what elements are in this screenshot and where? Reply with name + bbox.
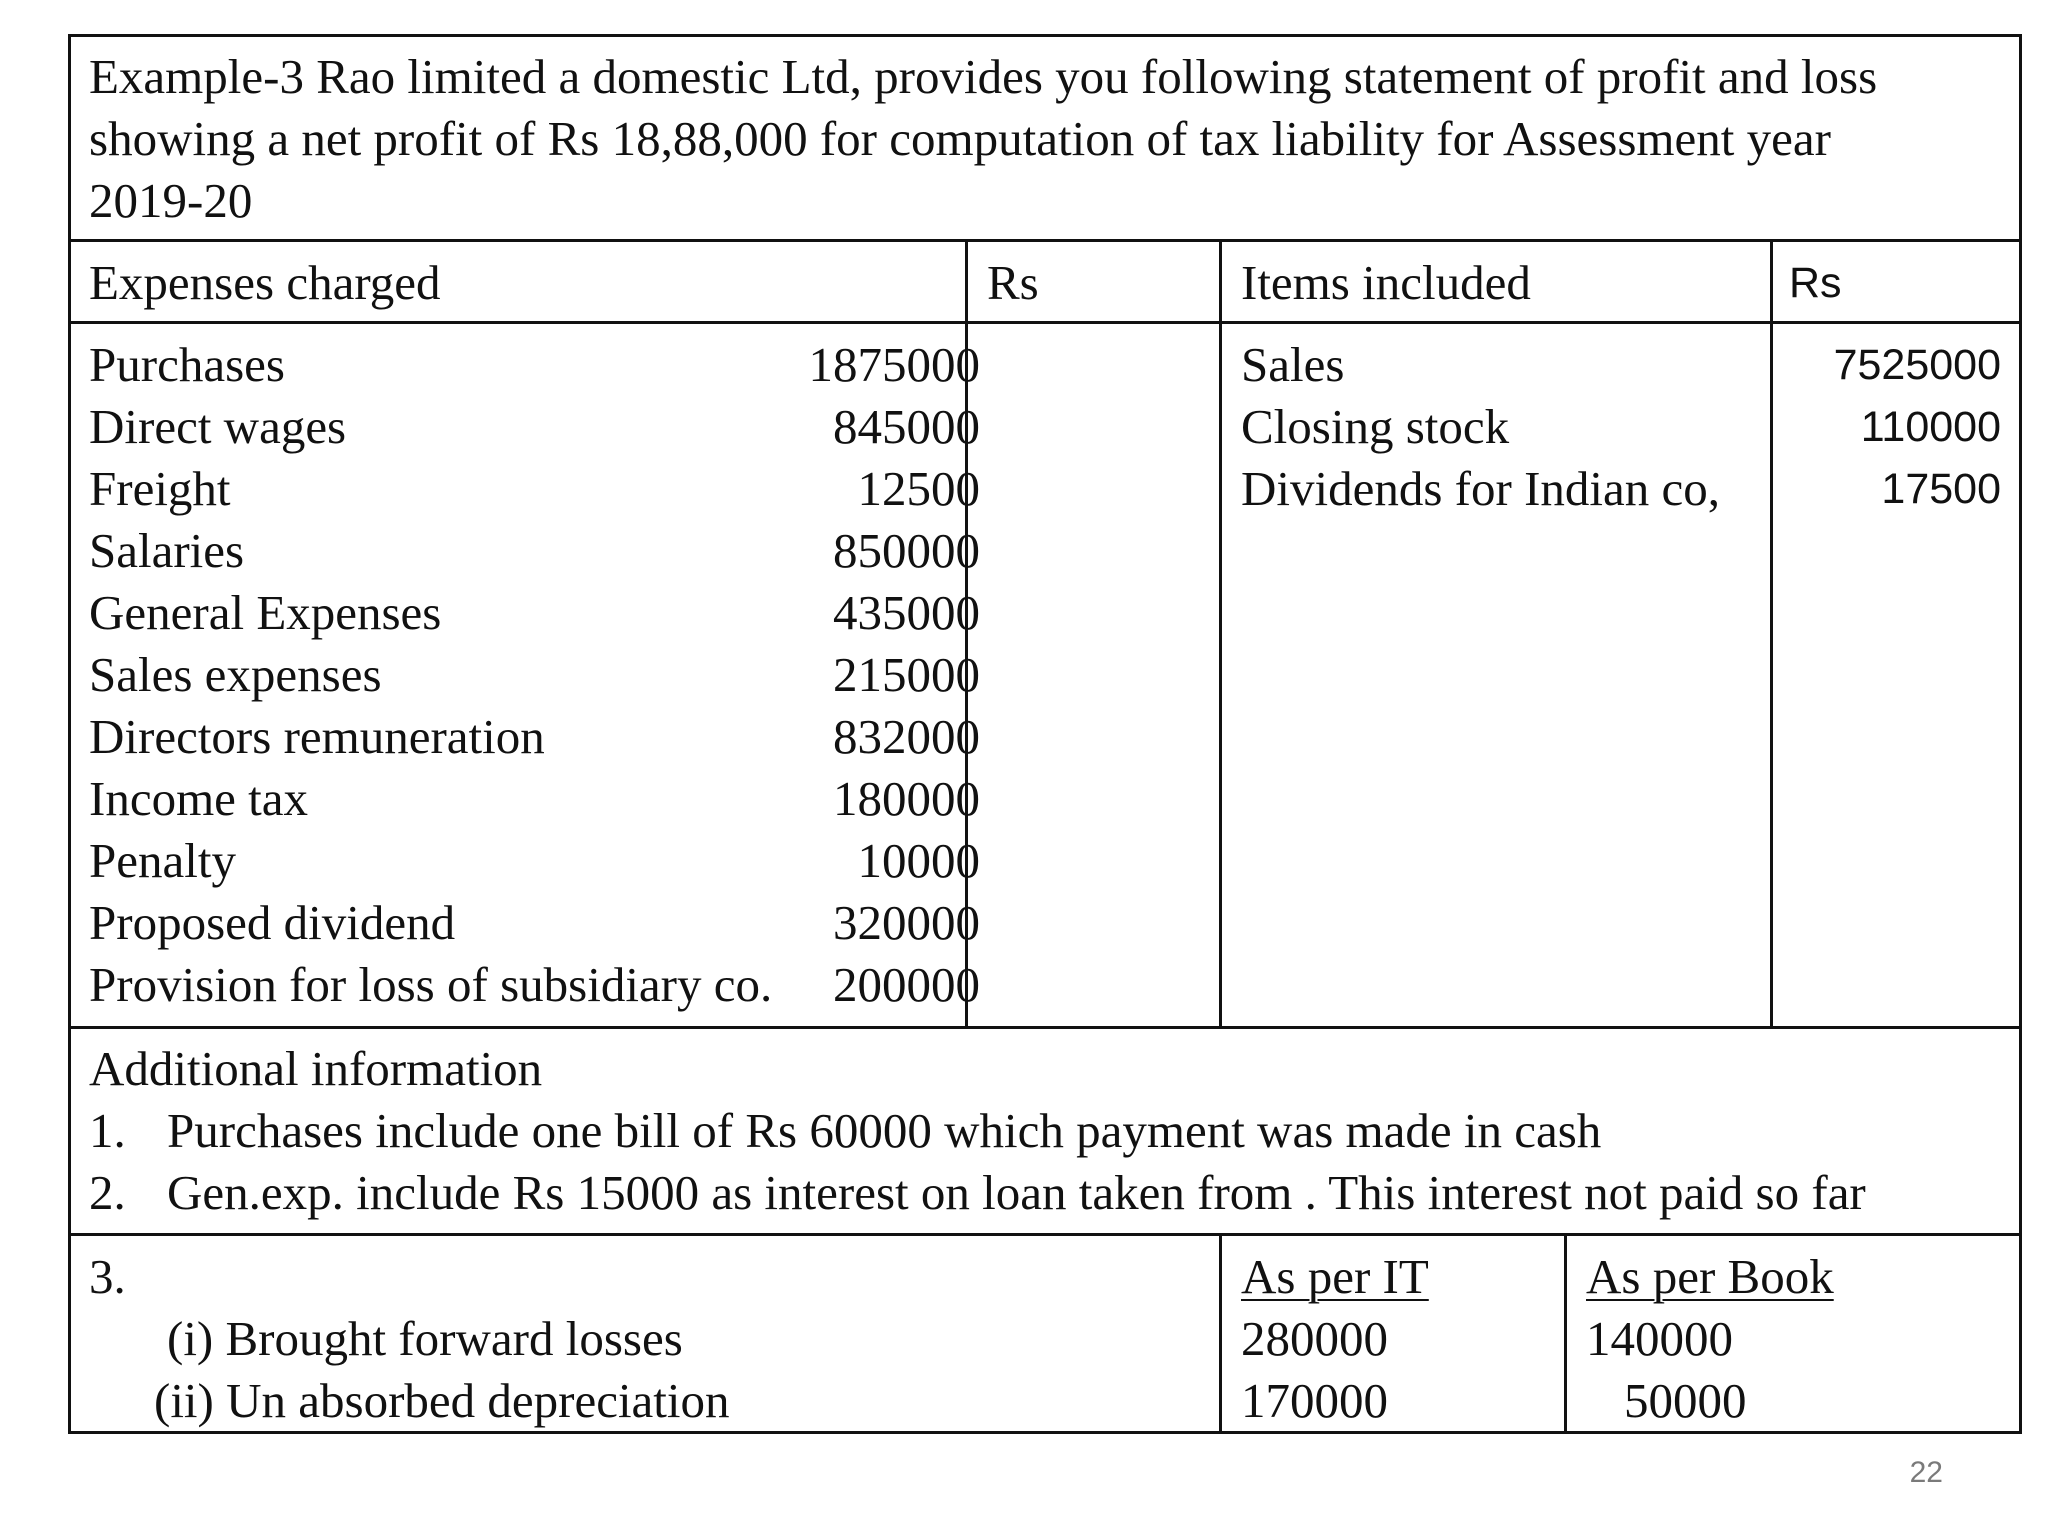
item-label: Sales bbox=[1241, 337, 1345, 392]
item-label: Dividends for Indian co, bbox=[1241, 461, 1720, 516]
rule-below-additional bbox=[68, 1233, 2022, 1236]
divider-items-amount bbox=[1770, 239, 1773, 1029]
additional-heading: Additional information bbox=[89, 1041, 543, 1096]
expense-amount: 1875000 bbox=[808, 337, 980, 392]
item-amount: 7525000 bbox=[1833, 341, 2001, 389]
header-as-per-book: As per Book bbox=[1586, 1249, 1834, 1304]
header-items-rs: Rs bbox=[1789, 259, 1842, 307]
expense-amount: 180000 bbox=[833, 771, 980, 826]
header-items-included: Items included bbox=[1241, 255, 1531, 310]
losses-book-value: 140000 bbox=[1586, 1311, 1733, 1366]
losses-number: 3. bbox=[89, 1249, 126, 1304]
divider-it-book bbox=[1564, 1233, 1567, 1434]
expense-label: General Expenses bbox=[89, 585, 442, 640]
losses-row-label: (i) Brought forward losses bbox=[167, 1311, 683, 1366]
expense-amount: 200000 bbox=[833, 957, 980, 1012]
expense-label: Sales expenses bbox=[89, 647, 382, 702]
additional-point-number: 2. bbox=[89, 1165, 126, 1220]
expense-label: Freight bbox=[89, 461, 231, 516]
expense-label: Salaries bbox=[89, 523, 245, 578]
expense-amount: 845000 bbox=[833, 399, 980, 454]
rule-below-headers bbox=[68, 321, 2022, 324]
divider-losses-it bbox=[1219, 1233, 1222, 1434]
expense-amount: 850000 bbox=[833, 523, 980, 578]
expense-amount: 832000 bbox=[833, 709, 980, 764]
expense-label: Penalty bbox=[89, 833, 236, 888]
header-expenses-rs: Rs bbox=[987, 255, 1039, 310]
intro-line-1: Example-3 Rao limited a domestic Ltd, provides you following statement of profit and loss bbox=[89, 49, 1878, 104]
divider-amount-items bbox=[1219, 239, 1222, 1029]
losses-row-label: (ii) Un absorbed depreciation bbox=[154, 1373, 730, 1428]
intro-line-2: showing a net profit of Rs 18,88,000 for computation of tax liability for Assessment year bbox=[89, 111, 1831, 166]
losses-it-value: 280000 bbox=[1241, 1311, 1388, 1366]
rule-below-table bbox=[68, 1026, 2022, 1029]
item-label: Closing stock bbox=[1241, 399, 1510, 454]
document-sheet bbox=[68, 34, 2022, 1434]
additional-point-text: Gen.exp. include Rs 15000 as interest on loan taken from . This interest not paid so far bbox=[167, 1165, 1866, 1220]
expense-label: Direct wages bbox=[89, 399, 347, 454]
losses-it-value: 170000 bbox=[1241, 1373, 1388, 1428]
intro-line-3: 2019-20 bbox=[89, 173, 253, 228]
expense-amount: 320000 bbox=[833, 895, 980, 950]
expense-label: Provision for loss of subsidiary co. bbox=[89, 957, 773, 1012]
expense-label: Directors remuneration bbox=[89, 709, 545, 764]
page-number: 22 bbox=[1909, 1456, 1943, 1489]
item-amount: 110000 bbox=[1860, 403, 2001, 451]
header-as-per-it: As per IT bbox=[1241, 1249, 1429, 1304]
expense-amount: 435000 bbox=[833, 585, 980, 640]
expense-label: Purchases bbox=[89, 337, 285, 392]
item-amount: 17500 bbox=[1881, 465, 2001, 513]
expense-label: Proposed dividend bbox=[89, 895, 456, 950]
expense-amount: 12500 bbox=[857, 461, 980, 516]
expense-amount: 10000 bbox=[857, 833, 980, 888]
losses-book-value: 50000 bbox=[1624, 1373, 1747, 1428]
additional-point-number: 1. bbox=[89, 1103, 126, 1158]
expense-label: Income tax bbox=[89, 771, 309, 826]
additional-point-text: Purchases include one bill of Rs 60000 which payment was made in cash bbox=[167, 1103, 1602, 1158]
rule-below-intro bbox=[68, 239, 2022, 242]
header-expenses-charged: Expenses charged bbox=[89, 255, 441, 310]
expense-amount: 215000 bbox=[833, 647, 980, 702]
